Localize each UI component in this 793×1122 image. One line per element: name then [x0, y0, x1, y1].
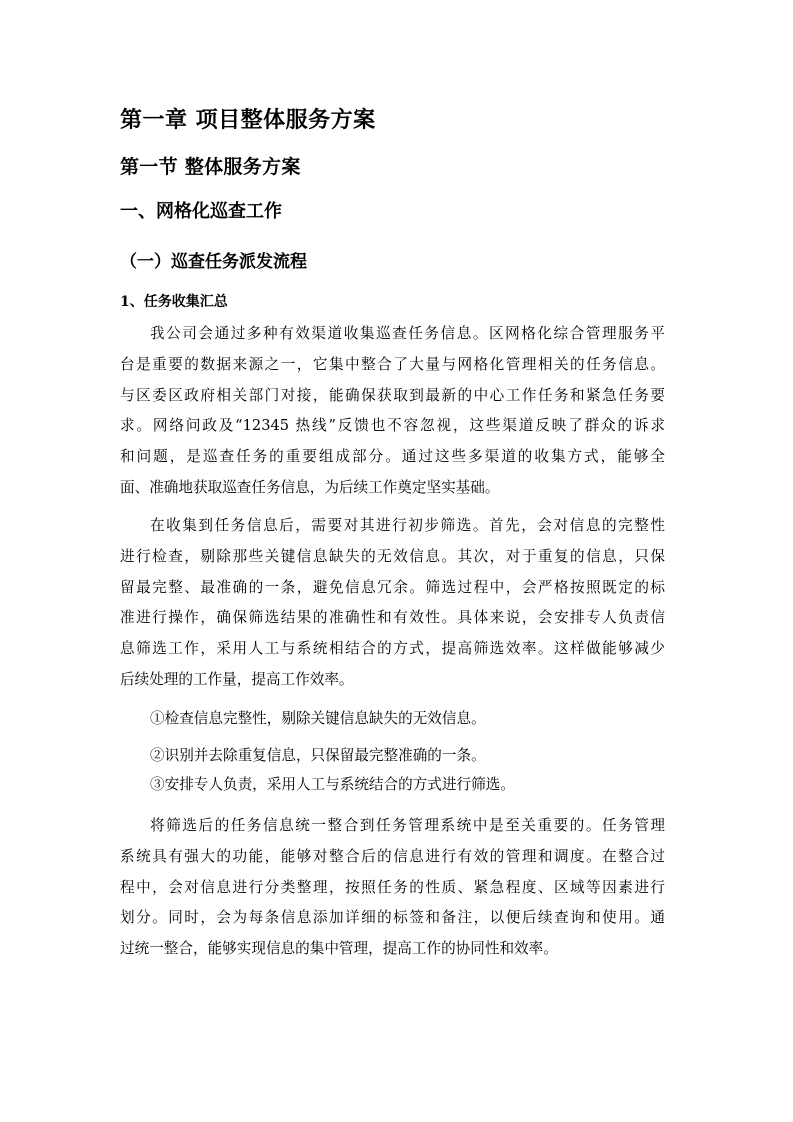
paragraph-task-collection — [120, 319, 665, 504]
paragraph-line: 进行检查，剔除那些关键信息缺失的无效信息。其次，对于重复的信息，只保 — [120, 547, 665, 565]
paragraph-line: 息筛选工作，采用人工与系统相结合的方式，提高筛选效率。这样做能够减少 — [120, 640, 665, 658]
section-title: 第一节 整体服务方案 — [120, 156, 301, 178]
paragraph-line: 后续处理的工作量，提高工作效率。 — [120, 670, 354, 688]
list-item: ②识别并去除重复信息，只保留最完整准确的一条。 — [150, 747, 486, 764]
paragraph-line: 我公司会通过多种有效渠道收集巡查任务信息。区网格化综合管理服务平 — [150, 325, 665, 342]
heading-level-1: 一、网格化巡查工作 — [120, 201, 282, 222]
paragraph-task-integration — [120, 811, 665, 965]
heading-level-2: （一）巡查任务派发流程 — [120, 252, 307, 272]
paragraph-line: 留最完整、最准确的一条，避免信息冗余。筛选过程中，会严格按照既定的标 — [120, 578, 665, 596]
heading-level-3: 1、任务收集汇总 — [120, 294, 228, 310]
paragraph-line: 面、准确地获取巡查任务信息，为后续工作奠定坚实基础。 — [120, 478, 500, 496]
paragraph-task-screening — [120, 511, 665, 696]
paragraph-line: 系统具有强大的功能，能够对整合后的信息进行有效的管理和调度。在整合过 — [120, 847, 665, 865]
paragraph-line: 和问题，是巡查任务的重要组成部分。通过这些多渠道的收集方式，能够全 — [120, 448, 665, 466]
paragraph-line: 将筛选后的任务信息统一整合到任务管理系统中是至关重要的。任务管理 — [150, 817, 665, 834]
list-item: ①检查信息完整性，剔除关键信息缺失的无效信息。 — [150, 710, 486, 727]
chapter-title: 第一章 项目整体服务方案 — [120, 108, 376, 133]
paragraph-line: 准进行操作，确保筛选结果的准确性和有效性。具体来说，会安排专人负责信 — [120, 609, 665, 627]
list-item: ③安排专人负责，采用人工与系统结合的方式进行筛选。 — [150, 776, 515, 793]
paragraph-line: 求。网络问政及“12345 热线”反馈也不容忽视，这些渠道反映了群众的诉求 — [120, 417, 665, 435]
paragraph-line: 在收集到任务信息后，需要对其进行初步筛选。首先，会对信息的完整性 — [150, 517, 665, 534]
paragraph-line: 台是重要的数据来源之一，它集中整合了大量与网格化管理相关的任务信息。 — [120, 355, 665, 373]
paragraph-line: 程中，会对信息进行分类整理，按照任务的性质、紧急程度、区域等因素进行 — [120, 878, 665, 896]
paragraph-line: 划分。同时，会为每条信息添加详细的标签和备注，以便后续查询和使用。通 — [120, 909, 665, 927]
paragraph-line: 过统一整合，能够实现信息的集中管理，提高工作的协同性和效率。 — [120, 940, 558, 958]
paragraph-line: 与区委区政府相关部门对接，能确保获取到最新的中心工作任务和紧急任务要 — [120, 386, 665, 404]
